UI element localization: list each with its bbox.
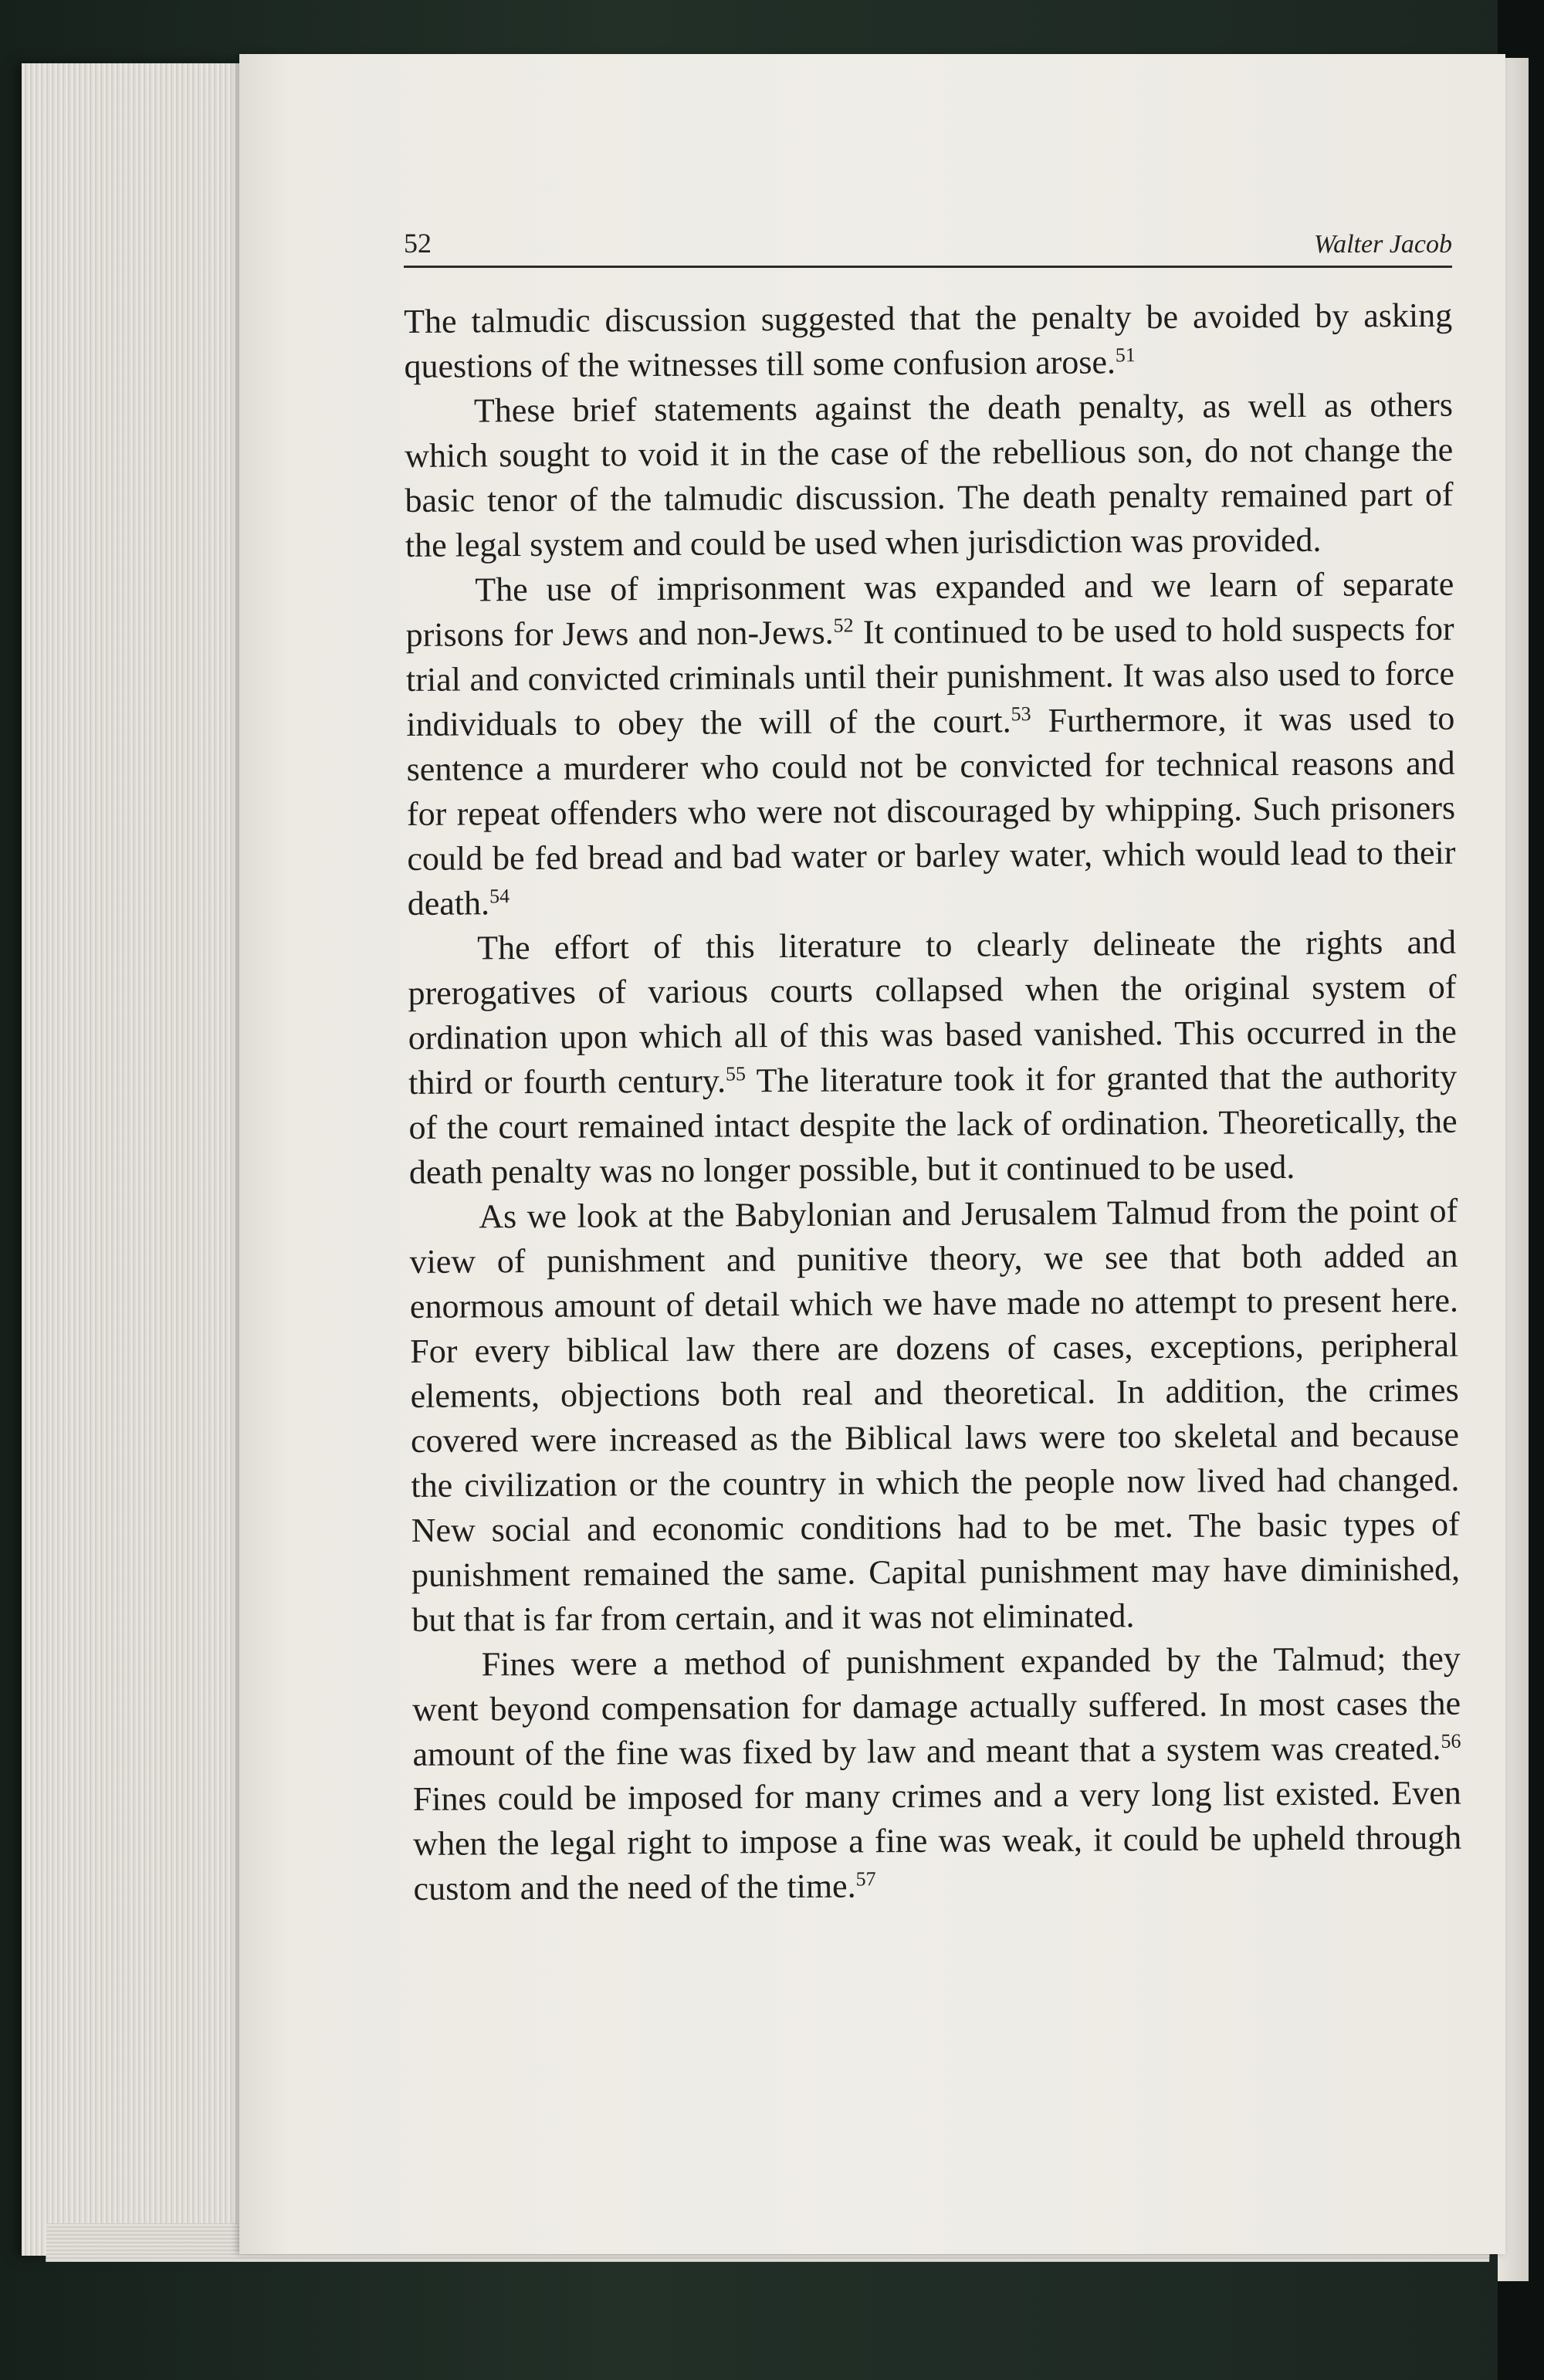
running-head-author: Walter Jacob xyxy=(1313,230,1452,259)
paragraph-text: The talmudic discussion suggested that the penalty be avoided by asking questions of the witnesses till some confusion arose. xyxy=(404,296,1453,385)
paragraph-text: Fines were a method of punishment expanded by the Talmud; they went beyond compensation for damage actually suffered. In most cases the amount of the fine was fixed by law and meant that a system was created. xyxy=(412,1639,1461,1773)
paragraph-text: The use of imprisonment was expanded and we learn of separate prisons for Jews and non-Jews. xyxy=(405,564,1454,654)
running-head xyxy=(404,219,1452,268)
paragraph-text: Furthermore, it was used to sentence a murderer who could not be convicted for technical reasons and for repeat offenders who were not discouraged by whipping. Such prisoners could be fed bread and bad water or barley water, which would lead to their death. xyxy=(406,699,1456,923)
footnote-marker: 52 xyxy=(833,614,854,637)
footnote-marker: 56 xyxy=(1441,1729,1461,1752)
paragraph-text: These brief statements against the death penalty, as well as others which sought to void it in the case of the rebellious son, do not change the basic tenor of the talmudic discussion. The death penalty remained part of the legal system and could be used when jurisdiction was provided. xyxy=(405,385,1454,564)
paragraph-text: It continued to be used to hold suspects for trial and convicted criminals until their punishment. It was also used to force individuals to obey the will of the court. xyxy=(405,609,1455,743)
paragraph xyxy=(408,920,1458,1195)
paragraph xyxy=(412,1637,1462,1911)
footnote-marker: 53 xyxy=(1011,702,1031,726)
paragraph xyxy=(405,562,1456,926)
footnote-marker: 57 xyxy=(855,1867,876,1891)
paragraph xyxy=(409,1189,1461,1643)
paragraph-text: The effort of this literature to clearly delineate the rights and prerogatives of various courts collapsed when the original system of ordination upon which all of this was based vanished. This occurred in the third or fourth century. xyxy=(408,923,1457,1102)
paragraph xyxy=(404,293,1453,389)
body-text xyxy=(404,293,1462,1911)
footnote-marker: 51 xyxy=(1115,344,1136,367)
paragraph-text: Fines could be imposed for many crimes and a very long list existed. Even when the legal right to impose a fine was weak, it could be upheld through custom and the need of the time. xyxy=(412,1773,1462,1908)
footnote-marker: 54 xyxy=(489,885,510,908)
page-stack-edges xyxy=(22,63,276,2256)
paragraph xyxy=(405,383,1454,568)
page-number: 52 xyxy=(404,228,432,259)
paragraph-text: As we look at the Babylonian and Jerusalem Talmud from the point of view of punishment and punitive theory, we see that both added an enormous amount of detail which we have made no attempt to present here. For every biblical law there are dozens of cases, exceptions, peripheral elements, objections both real and theoretical. In addition, the crimes covered were increased as the Biblical laws were too skeletal and because the civilization or the country in which the people now lived had changed. New social and economic conditions had to be met. The basic types of punishment remained the same. Capital punishment may have diminished, but that is far from certain, and it was not eliminated. xyxy=(409,1191,1461,1639)
paragraph-text: The literature took it for granted that the authority of the court remained intact despite the lack of ordination. Theoretically, the death penalty was no longer possible, but it continued to be used. xyxy=(408,1057,1458,1191)
footnote-marker: 55 xyxy=(725,1062,747,1085)
